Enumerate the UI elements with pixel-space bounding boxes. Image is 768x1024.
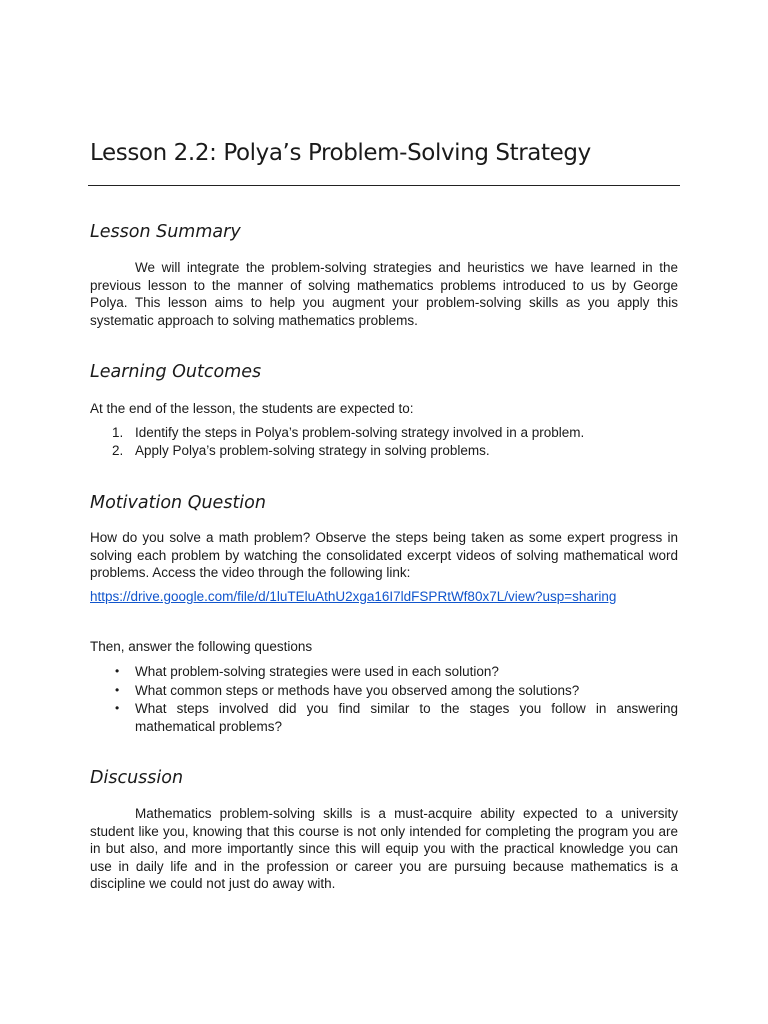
list-item	[90, 700, 678, 735]
learning-outcomes-list	[90, 424, 678, 459]
list-item	[90, 682, 678, 700]
list-item-text: What steps involved did you find similar to the stages you follow in answering mathematical problems?	[135, 701, 678, 734]
title-divider	[88, 185, 680, 186]
list-item-text: What common steps or methods have you observed among the solutions?	[135, 682, 580, 698]
questions-list	[90, 663, 678, 736]
motivation-question-heading: Motivation Question	[90, 493, 266, 513]
list-item	[90, 663, 678, 681]
then-answer-text: Then, answer the following questions	[90, 639, 313, 654]
motivation-question-text: How do you solve a math problem? Observe the steps being taken as some expert progress in solving each problem by watching the consolidated excerpt videos of solving mathematical word problems. Access the video through the following link:	[90, 530, 678, 580]
list-number: 1.	[112, 425, 124, 440]
list-item-text: What problem-solving strategies were used in each solution?	[135, 664, 499, 679]
bullet-icon: •	[115, 701, 120, 715]
list-item	[90, 442, 678, 460]
lesson-summary-heading: Lesson Summary	[90, 222, 241, 242]
page-title: Lesson 2.2: Polya’s Problem-Solving Strategy	[90, 140, 591, 166]
bullet-icon: •	[115, 664, 120, 678]
bullet-icon: •	[115, 682, 120, 697]
list-item-text: Apply Polya’s problem-solving strategy in solving problems.	[135, 442, 490, 458]
discussion-heading: Discussion	[90, 768, 184, 788]
learning-outcomes-heading: Learning Outcomes	[90, 362, 262, 382]
video-link[interactable]: https://drive.google.com/file/d/1luTEluAthU2xga16I7ldFSPRtWf80x7L/view?usp=sharing	[90, 589, 617, 604]
list-item-text: Identify the steps in Polya’s problem-solving strategy involved in a problem.	[135, 425, 585, 440]
list-number: 2.	[112, 442, 124, 458]
list-item	[90, 424, 678, 442]
learning-outcomes-intro: At the end of the lesson, the students are expected to:	[90, 401, 414, 416]
discussion-text: Mathematics problem-solving skills is a must-acquire ability expected to a university student like you, knowing that this course is not only intended for completing the program you are in but also, and more importantly since this will equip you with the practical knowledge you can use in daily life and in the profession or career you are pursuing because mathematics is a discipline we could not just do away with.	[90, 806, 678, 891]
lesson-summary-text: We will integrate the problem-solving strategies and heuristics we have learned in the previous lesson to the manner of solving mathematics problems introduced to us by George Polya. This lesson aims to help you augment your problem-solving skills as you apply this systematic approach to solving mathematics problems.	[90, 260, 678, 328]
